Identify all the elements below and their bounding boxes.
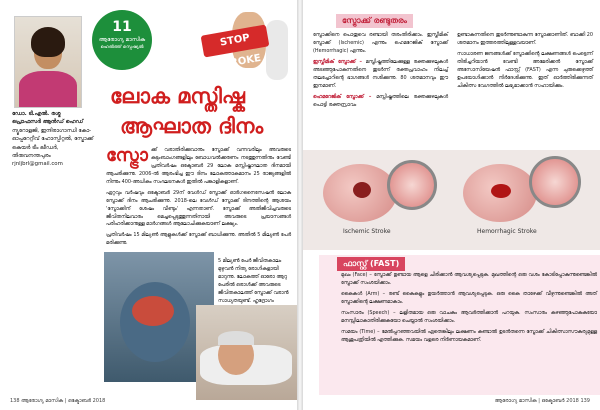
drop-cap: സ്ട്രോ — [106, 145, 148, 166]
fast-body — [341, 272, 597, 348]
fast-title: ഫാസ്റ്റ് (FAST) — [337, 257, 405, 271]
left-footer: 138 ആരോഗ്യ മാസിക | ഒക്ടോബർ 2018 — [10, 398, 106, 404]
right-footer: ആരോഗ്യ മാസിക | ഒക്ടോബർ 2018 139 — [494, 398, 590, 404]
left-page — [0, 0, 297, 410]
paragraph-2: ഏറ്റവും വർഷവും ഒക്ടോബർ 29ന് വേൾഡ് സ്ട്രോക്ക് ഓർഗനൈസേഷൻ ലോക സ്ട്രോക്ക് ദിനം ആചരിക്കുന്നു. 2018-ലെ വേൾഡ് സ്ട്രോക്ക് ദിനത്തിന്റെ ആശയം 'സ്ട്രോക്കിന് ശേഷം വീണ്ടും' എന്നതാണ്. സ്ട്രോക്ക് അതിജീവിച്ചവരുടെ ജീവിതനിലവാരം മെച്ചപ്പെടുത്തുന്നതിനായി അവരുടെ പ്രയാസങ്ങൾ പരിഹരിക്കാനുള്ള മാർഗങ്ങൾ ആലോചിക്കുകയാണ് ലക്ഷ്യം. — [106, 189, 291, 228]
badge-line1: ആരോഗ്യ മാസിക — [98, 37, 146, 43]
ischemic-text: മസ്തിഷ്കത്തിലേക്കുള്ള രക്തക്കുഴലുകൾ അടഞ്ഞുപോകുന്നതിനെ തുടർന്ന് രക്തപ്രവാഹം നിലച്ച് തലച്ചോറിന്റെ ഭാഗങ്ങൾ നശിക്കുന്നു. 80 ശതമാനവും ഈ ഇനമാണ്. — [313, 58, 448, 89]
side-text: 5 മില്യൺ പേർ ജീവിതകാലം മുഴുവൻ നിത്യ രോഗികളായി മാറുന്നു. ലോകത്ത് ഓരോ ആറു പേരിൽ ഒരാൾക്ക് അവരുടെ ജീവിതകാലത്ത് സ്ട്രോക്ക് വരാൻ സാധ്യതയുണ്ട്. ഹൃദ്രോഗം — [218, 258, 289, 304]
magnifier-icon — [529, 156, 581, 208]
badge-number: 11 — [112, 19, 132, 35]
stop-stroke-sign: STOP STROKE — [201, 24, 270, 57]
ischemic-heading: ഇസ്കീമിക് സ്ട്രോക്ക് – — [313, 58, 362, 65]
stroke-types-illustration — [303, 150, 600, 250]
author-photo — [14, 16, 82, 108]
hemorrhagic-label: Hemorrhagic Stroke — [477, 228, 537, 235]
paragraph-3: പ്രതിവർഷം 15 മില്യൺ ആളുകൾക്ക് സ്ട്രോക്ക് ബാധിക്കുന്നു. അതിൽ 5 മില്യൺ പേർ മരിക്കുന്നു. — [106, 232, 291, 247]
ischemic-brain-icon — [323, 164, 397, 222]
stop-stroke-image — [172, 8, 292, 88]
brain-icon — [132, 296, 174, 326]
article-title-line2: ആഘാത ദിനം — [120, 114, 264, 138]
author-details: ന്യൂറോളജി, ഇന്ദിരാഗാന്ധി കോ-ഓപ്പറേറ്റീവ് ഹോസ്പിറ്റൽ, സ്ട്രോക്ക് കെയർ ടീം ലീഡർ, തിരുവനന്തപുരം — [12, 127, 94, 159]
right-page — [303, 0, 600, 410]
magnifier-icon — [387, 160, 437, 210]
fast-time: സമയം (Time) – മേൽപ്പറഞ്ഞവയിൽ ഏതെങ്കിലും ലക്ഷണം കണ്ടാൽ ഉടൻതന്നെ സ്ട്രോക്ക് ചികിത്സാസൗകര്യമുള്ള ആശുപത്രിയിൽ എത്തിക്കുക. സമയം വളരെ നിർണായകമാണ്. — [341, 328, 597, 343]
author-email: rjnljbrl@gmail.com — [12, 161, 63, 168]
fast-box — [319, 255, 600, 395]
article-title-line1: ലോക മസ്തിഷ്ക — [110, 84, 245, 108]
section-title: സ്ട്രോക്ക് രണ്ടുതരം — [336, 14, 413, 28]
paragraph-1: ക്ക് വരാതിരിക്കുവാനും സ്ട്രോക്ക് വന്നവരിലും അവരുടെ കുടുംബാംഗങ്ങളിലും ബോധവൽക്കരണം നടത്തുന്നതിനും വേണ്ടി പ്രതിവർഷം ഒക്ടോബർ 29 ലോക മസ്തിഷ്കാഘാത ദിനമായി ആചരിക്കുന്നു. 2006-ൽ ആരംഭിച്ച ഈ ദിനം ലോകത്താകമാനം 25 രാജ്യങ്ങളിൽ നിന്നും 400-അധികം സംഘടനകൾ ഇതിൽ പങ്കാളികളാണ്. — [106, 147, 291, 185]
author-info — [12, 110, 98, 169]
fast-arm: കൈകൾ (Arm) – രണ്ട് കൈകളും ഉയർത്താൻ ആവശ്യപ്പെടുക. ഒരു കൈ താഴേക്ക് വീഴുന്നുണ്ടെങ്കിൽ അത് സ്ട്രോക്കിന്റെ ലക്ഷണമാകാം. — [341, 290, 597, 305]
article-body — [106, 147, 291, 248]
right-column-2 — [457, 32, 593, 91]
elderly-patient-photo — [196, 305, 297, 400]
badge-line2: ഹെൽത്ത് സ്പെഷ്യൽ — [100, 45, 144, 50]
ischemic-label: Ischemic Stroke — [343, 228, 391, 235]
col2-paragraph-1: ഉണ്ടാകുന്നതിനെ തുടർന്നുണ്ടാകുന്ന സ്ട്രോക്കാണിത്. ബാക്കി 20 ശതമാനം ഇത്തരത്തിലുള്ളവയാണ്. — [457, 32, 593, 46]
author-name: ഡോ. ടി.എൽ. രശ്മ — [12, 111, 61, 117]
hemorrhagic-brain-icon — [463, 164, 537, 222]
right-column-1 — [313, 32, 448, 109]
hemorrhagic-text: മസ്തിഷ്കത്തിലെ രക്തക്കുഴലുകൾ പൊട്ടി രക്തസ്രാവം — [313, 93, 448, 108]
issue-badge — [92, 10, 152, 70]
fast-speech: സംസാരം (Speech) – ലളിതമായ ഒരു വാചകം ആവർത്തിക്കാൻ പറയുക. സംസാരം കുഴഞ്ഞുപോകുകയോ മനസ്സിലാകാതിരിക്കുകയോ ചെയ്താൽ സംശയിക്കാം. — [341, 309, 597, 324]
author-role: പ്രൊഫസർ ആൻഡ് ഹെഡ് — [12, 119, 84, 126]
col2-paragraph-2: സാധാരണ ജനങ്ങൾക്ക് സ്ട്രോക്കിന്റെ ലക്ഷണങ്ങൾ പെട്ടെന്ന് തിരിച്ചറിയാൻ വേണ്ടി അമേരിക്കൻ സ്ട്രോക്ക് അസോസിയേഷൻ ഫാസ്റ്റ് (FAST) എന്ന ചുരുക്കെഴുത്ത് ഉപയോഗിക്കാൻ നിർദേശിക്കുന്നു. ഇത് ഓർത്തിരിക്കുന്നത് ചികിത്സ വേഗത്തിൽ ലഭ്യമാക്കാൻ സഹായിക്കും. — [457, 50, 593, 89]
hemorrhagic-heading: ഹെമറേജിക് സ്ട്രോക്ക് – — [313, 93, 372, 100]
col1-paragraph-1: സ്ട്രോക്കിനെ പൊതുവെ രണ്ടായി തരംതിരിക്കാം. ഇസ്കീമിക് സ്ട്രോക്ക് (Ischemic) എന്നും ഹെമറേജിക് സ്ട്രോക്ക് (Hemorrhagic) എന്നും. — [313, 32, 448, 54]
fast-face: മുഖം (Face) – സ്ട്രോക്ക് ഉണ്ടായ ആളെ ചിരിക്കാൻ ആവശ്യപ്പെടുക. മുഖത്തിന്റെ ഒരു വശം കോടിപ്പോകുന്നുണ്ടെങ്കിൽ സ്ട്രോക്ക് സംശയിക്കാം. — [341, 272, 597, 286]
